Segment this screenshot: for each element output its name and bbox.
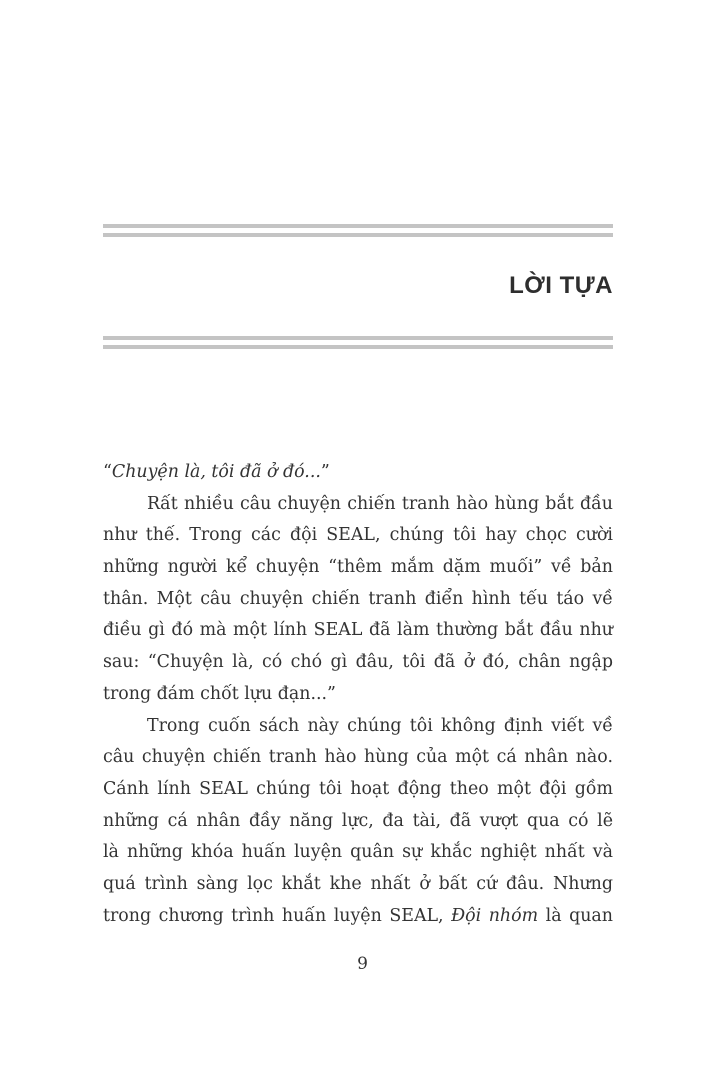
chapter-title: LỜI TỰA bbox=[509, 272, 613, 299]
text-segment: trong đám chốt lựu đạn...” bbox=[103, 683, 336, 704]
text-segment: ” bbox=[320, 462, 330, 482]
text-segment: Rất nhiều câu chuyện chiến tranh hào hùng bắt đầu bbox=[147, 493, 613, 514]
divider-line bbox=[103, 345, 613, 349]
body-line bbox=[103, 584, 613, 616]
text-segment: điều gì đó mà một lính SEAL đã làm thường bắt đầu như bbox=[103, 620, 613, 641]
text-segment: là quan bbox=[538, 905, 613, 926]
italic-text: Chuyện là, tôi đã ở đó... bbox=[111, 462, 321, 482]
body-text bbox=[103, 457, 613, 932]
text-segment: sau: “Chuyện là, có chó gì đâu, tôi đã ở đó, chân ngập bbox=[103, 652, 613, 673]
text-segment: “ bbox=[103, 462, 112, 482]
page-number: 9 bbox=[357, 954, 368, 974]
text-segment: là những khóa huấn luyện quân sự khắc nghiệt nhất và bbox=[103, 842, 613, 863]
text-segment: những cá nhân đầy năng lực, đa tài, đã vượt qua có lẽ bbox=[103, 810, 613, 831]
divider-line bbox=[103, 336, 613, 340]
text-segment: câu chuyện chiến tranh hào hùng của một cá nhân nào. bbox=[103, 747, 613, 768]
body-line bbox=[103, 679, 613, 711]
body-line bbox=[103, 647, 613, 679]
top-divider bbox=[103, 224, 613, 242]
divider-line bbox=[103, 224, 613, 228]
body-line bbox=[103, 552, 613, 584]
text-segment: những người kể chuyện “thêm mắm dặm muối” về bản bbox=[103, 557, 613, 578]
body-line bbox=[103, 615, 613, 647]
italic-text: Đội nhóm bbox=[451, 905, 539, 926]
body-line bbox=[103, 489, 613, 521]
text-segment: như thế. Trong các đội SEAL, chúng tôi hay chọc cười bbox=[103, 525, 613, 546]
body-line bbox=[103, 901, 613, 933]
text-segment: Cánh lính SEAL chúng tôi hoạt động theo một đội gồm bbox=[103, 778, 613, 799]
body-line bbox=[103, 711, 613, 743]
text-segment: trong chương trình huấn luyện SEAL, bbox=[103, 905, 452, 926]
body-line bbox=[103, 869, 613, 901]
text-segment: quá trình sàng lọc khắt khe nhất ở bất cứ đâu. Nhưng bbox=[103, 873, 613, 894]
text-segment: thân. Một câu chuyện chiến tranh điển hình tếu táo về bbox=[103, 588, 613, 609]
body-line bbox=[103, 457, 613, 489]
body-line bbox=[103, 742, 613, 774]
divider-line bbox=[103, 233, 613, 237]
body-line bbox=[103, 774, 613, 806]
body-line bbox=[103, 806, 613, 838]
body-line bbox=[103, 520, 613, 552]
text-segment: Trong cuốn sách này chúng tôi không định viết về bbox=[147, 715, 613, 736]
bottom-divider bbox=[103, 336, 613, 354]
body-line bbox=[103, 837, 613, 869]
